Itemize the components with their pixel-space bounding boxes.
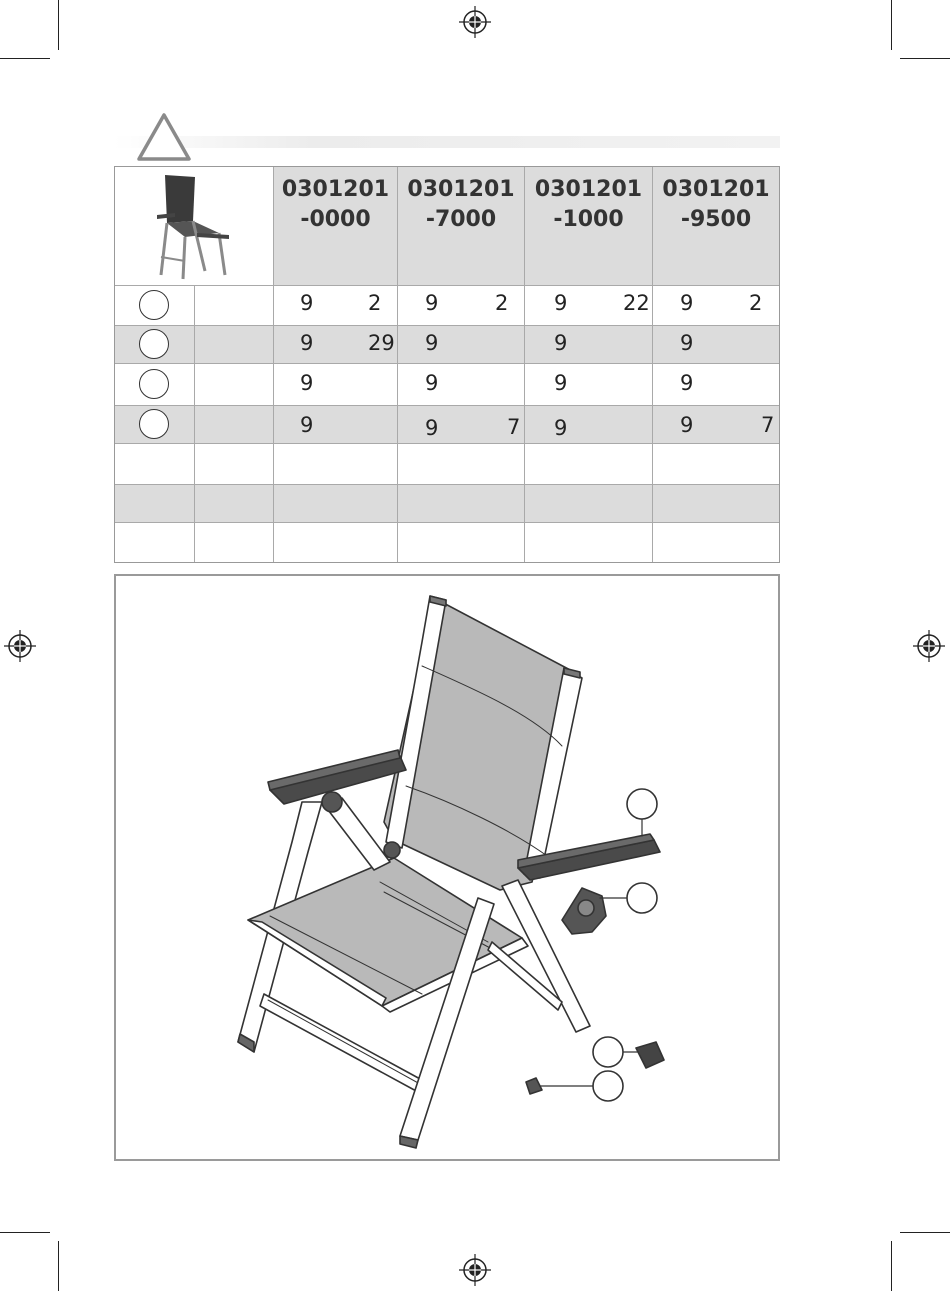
table-divider [115,484,779,485]
part-callout-circle [139,329,169,359]
table-divider [397,167,398,562]
header-rule [114,136,780,148]
crop-mark [900,58,950,59]
chair-thumbnail [145,171,245,283]
registration-mark-icon [913,630,945,662]
crop-mark [58,1241,59,1291]
part-number: 7 [761,413,775,437]
chair-illustration-frame [114,574,780,1161]
part-number: 29 [368,331,395,355]
part-number: 9 [425,331,439,355]
table-divider [652,167,653,562]
crop-mark [891,0,892,50]
product-code-header: 0301201 -7000 [398,167,524,285]
part-number: 9 [300,291,314,315]
part-number: 2 [495,291,509,315]
part-number: 9 [680,331,694,355]
registration-mark-icon [4,630,36,662]
part-number: 9 [680,291,694,315]
part-number: 9 [300,331,314,355]
part-number: 9 [425,371,439,395]
part-callout-circle [139,290,169,320]
part-number: 9 [425,416,439,440]
crop-mark [58,0,59,50]
product-code-header: 0301201 -0000 [274,167,397,285]
part-callout-circle [139,409,169,439]
table-divider [524,167,525,562]
part-number: 9 [554,291,568,315]
part-callout-circle [139,369,169,399]
table-divider [115,325,779,326]
part-number: 7 [507,415,521,439]
table-divider [115,443,779,444]
part-number: 9 [300,413,314,437]
part-number: 9 [554,416,568,440]
part-number: 9 [680,413,694,437]
parts-table [114,166,780,563]
part-number: 22 [623,291,650,315]
table-divider [194,285,195,562]
table-divider [115,363,779,364]
table-divider [115,285,779,286]
warning-triangle-icon [136,112,192,162]
part-number: 9 [680,371,694,395]
part-number: 2 [749,291,763,315]
table-divider [115,522,779,523]
part-number: 2 [368,291,382,315]
crop-mark [0,58,50,59]
crop-mark [900,1232,950,1233]
part-number: 9 [425,291,439,315]
table-row-shade [115,484,779,522]
part-number: 9 [554,371,568,395]
table-divider [273,167,274,562]
crop-mark [0,1232,50,1233]
table-divider [115,405,779,406]
part-number: 9 [300,371,314,395]
part-number: 9 [554,331,568,355]
registration-mark-icon [459,1254,491,1286]
product-code-header: 0301201 -1000 [525,167,652,285]
chair-illustration [116,576,778,1159]
product-code-header: 0301201 -9500 [653,167,779,285]
crop-mark [891,1241,892,1291]
registration-mark-icon [459,6,491,38]
